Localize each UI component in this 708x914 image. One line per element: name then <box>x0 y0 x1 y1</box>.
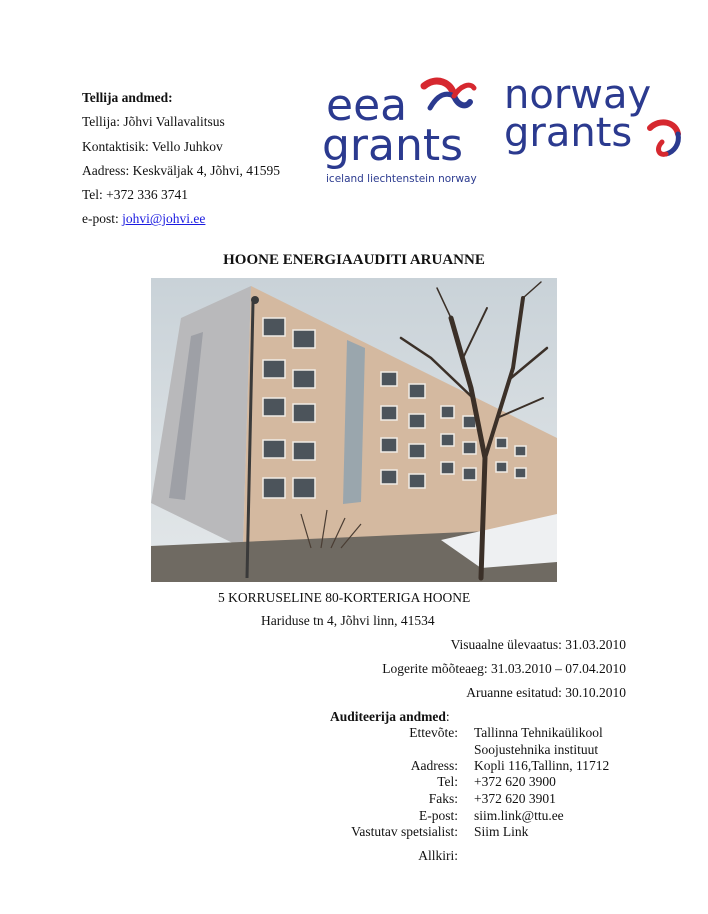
client-line-address: Aadress: Keskväljak 4, Jõhvi, 41595 <box>82 162 280 178</box>
auditor-heading <box>330 709 450 725</box>
auditor-value: Kopli 116,Tallinn, 11712 <box>474 758 610 773</box>
eea-swirl-icon <box>424 81 474 108</box>
visual-inspection-date: Visuaalne ülevaatus: 31.03.2010 <box>450 637 626 652</box>
eea-logo-word1: eea <box>326 80 408 131</box>
auditor-value: Tallinna Tehnikaülikool <box>474 725 603 740</box>
eea-grants-logo <box>320 72 480 187</box>
client-line-contact: Kontaktisik: Vello Juhkov <box>82 138 223 154</box>
building-photo <box>151 278 557 582</box>
auditor-value: Siim Link <box>474 824 529 839</box>
norway-swirl-icon <box>650 122 678 154</box>
auditor-label: E-post: <box>419 808 458 823</box>
client-heading: Tellija andmed: <box>82 90 173 105</box>
auditor-label: Aadress: <box>410 758 458 773</box>
report-submitted-date: Aruanne esitatud: 30.10.2010 <box>466 685 626 700</box>
report-title: HOONE ENERGIAAUDITI ARUANNE <box>223 252 485 268</box>
auditor-label: Allkiri: <box>418 848 458 863</box>
auditor-heading-text: Auditeerija andmed <box>330 709 446 724</box>
eea-logo-tagline: iceland liechtenstein norway <box>326 173 477 185</box>
norway-logo-word2: grants <box>504 110 633 156</box>
norway-grants-logo <box>500 72 690 172</box>
client-info <box>82 86 280 232</box>
eea-logo-word2: grants <box>322 120 464 171</box>
auditor-label: Vastutav spetsialist: <box>351 824 458 839</box>
auditor-value: Soojustehnika instituut <box>474 742 599 757</box>
auditor-label: Ettevõte: <box>409 725 458 740</box>
auditor-value: +372 620 3901 <box>474 791 556 806</box>
client-email-link[interactable]: johvi@johvi.ee <box>122 211 206 227</box>
norway-logo-word1: norway <box>504 72 652 118</box>
auditor-label: Faks: <box>428 791 458 806</box>
email-label: e-post: <box>82 211 123 227</box>
client-line-email <box>82 207 280 231</box>
client-line-phone: Tel: +372 336 3741 <box>82 187 189 203</box>
auditor-label: Tel: <box>437 774 458 789</box>
building-description: 5 KORRUSELINE 80-KORTERIGA HOONE <box>218 590 471 605</box>
building-address: Hariduse tn 4, Jõhvi linn, 41534 <box>261 613 435 628</box>
auditor-value: +372 620 3900 <box>474 774 556 789</box>
auditor-value: siim.link@ttu.ee <box>474 808 564 823</box>
client-line-orderer: Tellija: Jõhvi Vallavalitsus <box>82 114 225 130</box>
logger-period: Logerite mõõteaeg: 31.03.2010 – 07.04.2010 <box>382 661 626 676</box>
auditor-heading-colon: : <box>445 709 450 724</box>
